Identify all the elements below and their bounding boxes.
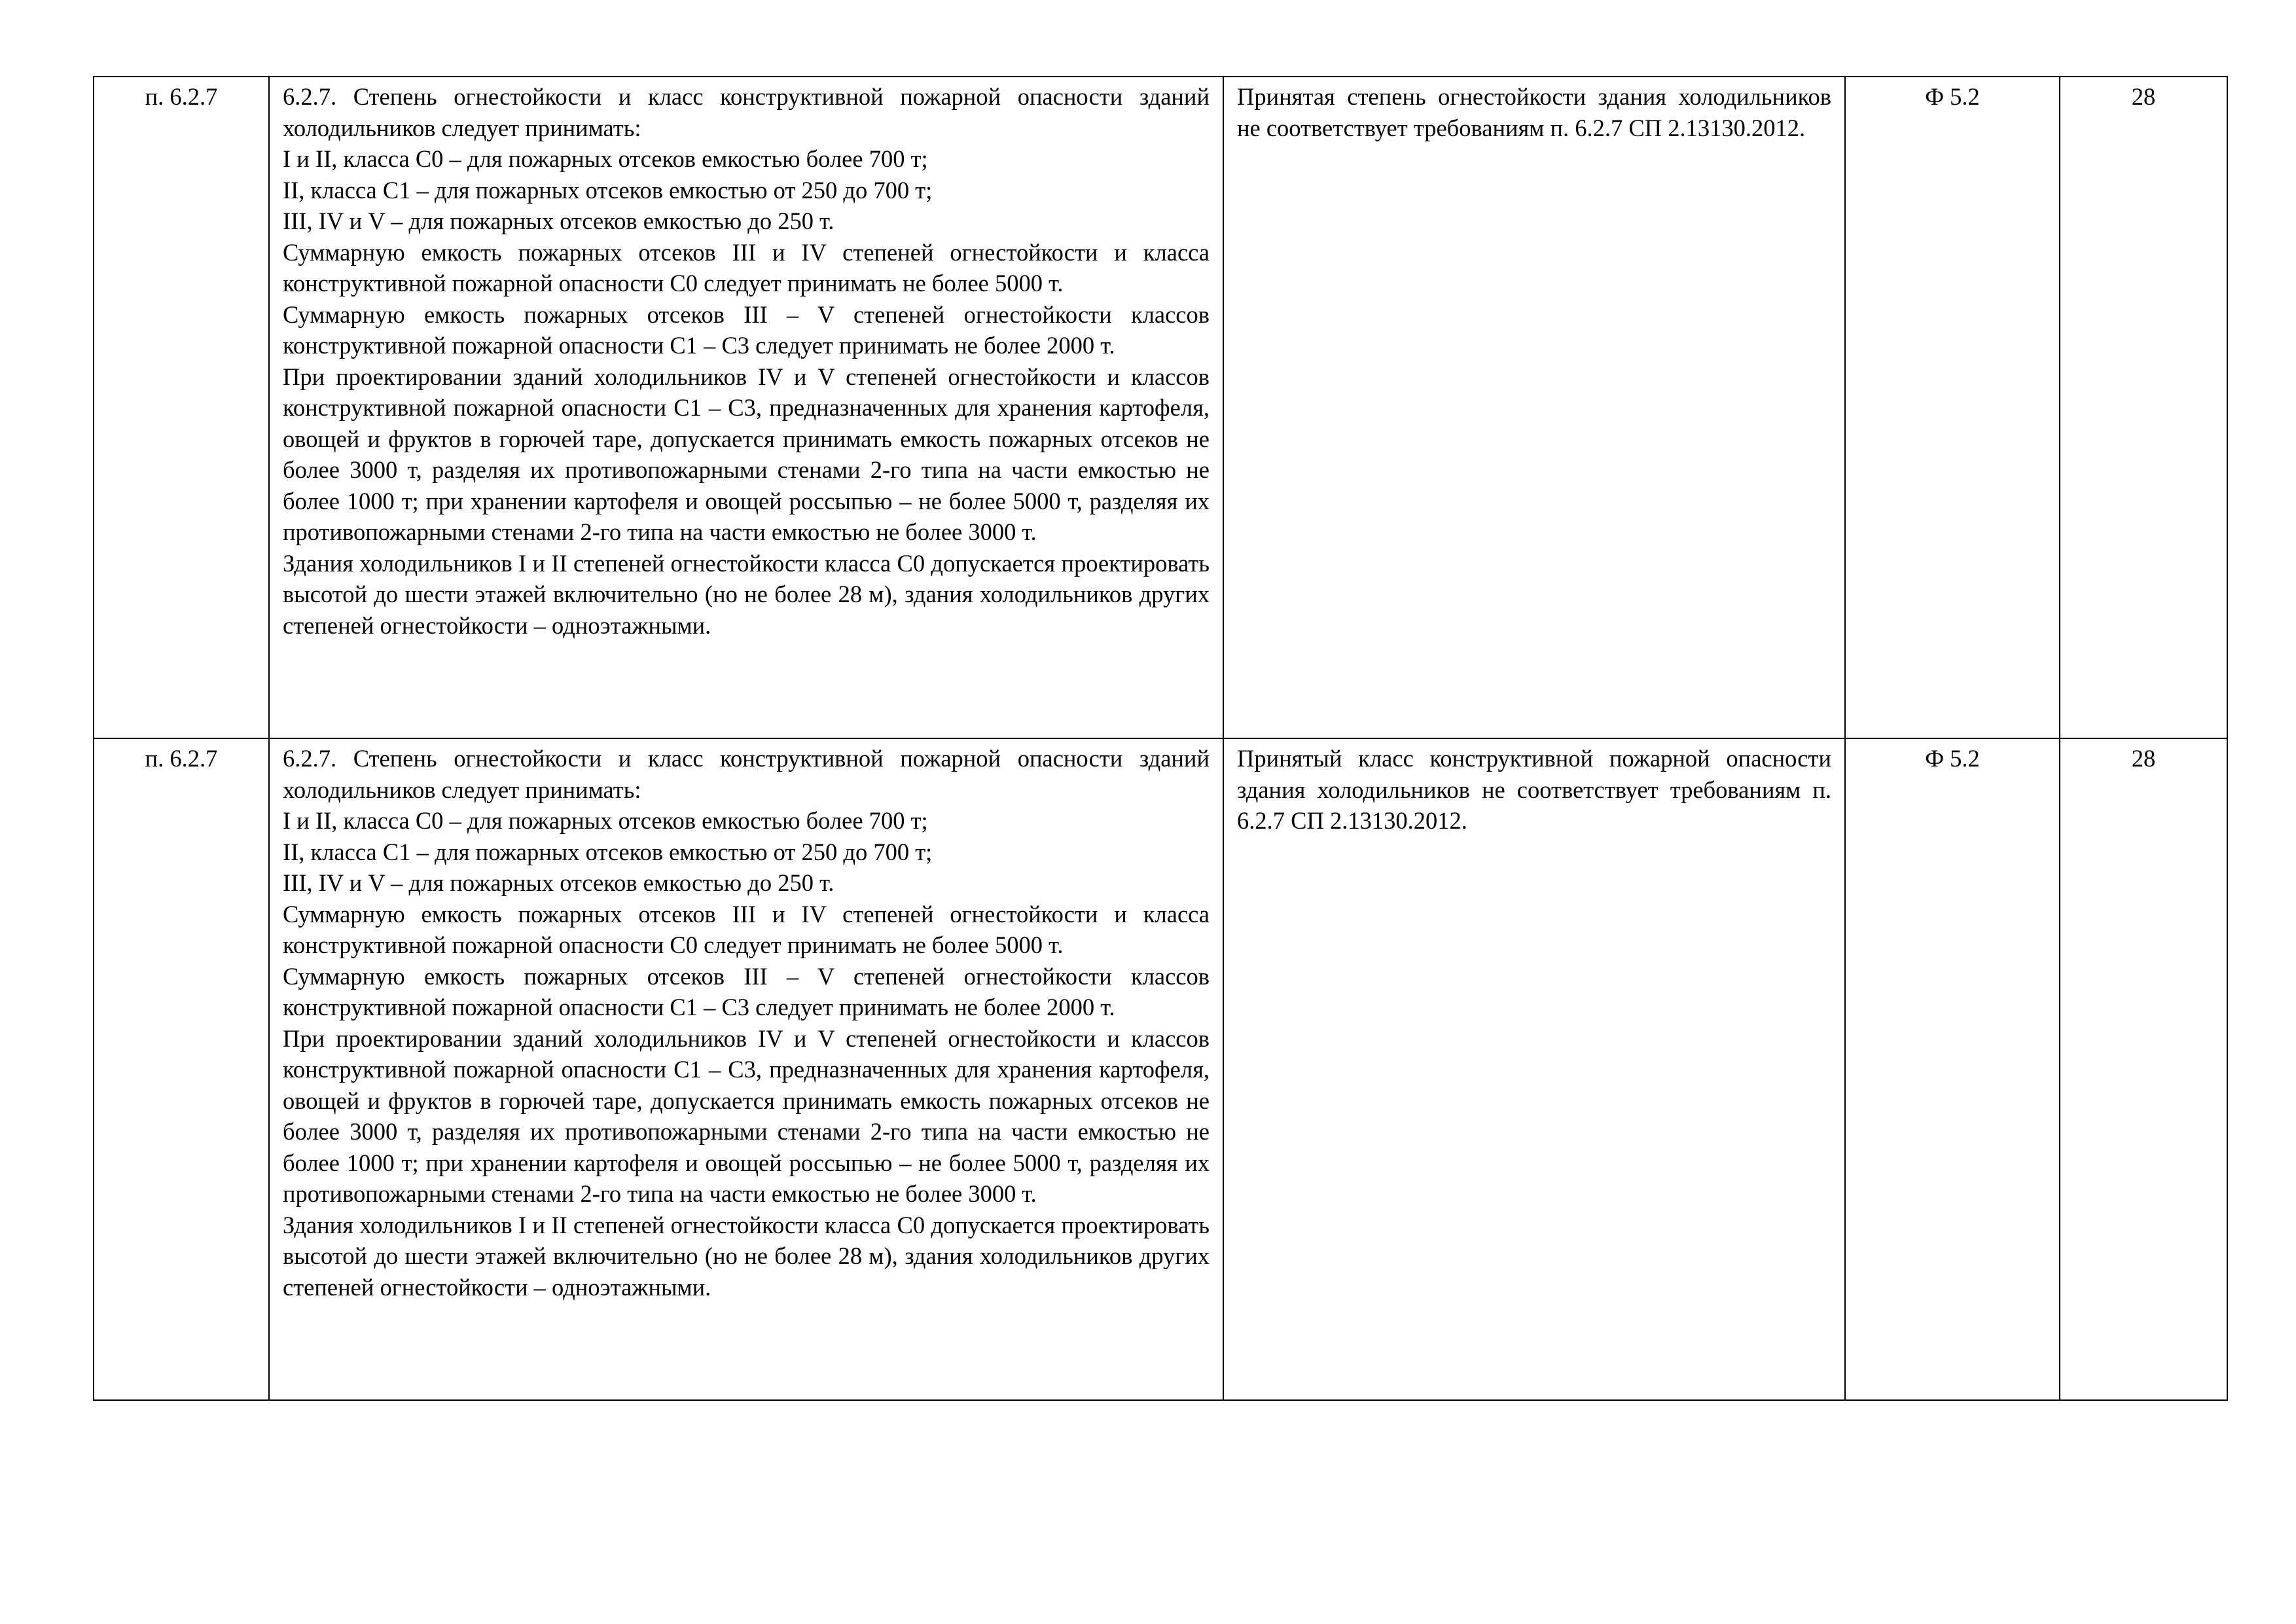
table-row (94, 738, 2227, 1400)
page-number: 28 (2131, 745, 2156, 772)
table-row (94, 77, 2227, 738)
clause-ref: п. 6.2.7 (145, 745, 218, 772)
requirement-cell (269, 738, 1223, 1400)
requirement-paragraph: II, класса С1 – для пожарных отсеков емкостью от 250 до 700 т; (283, 838, 933, 865)
class-cell (1845, 77, 2060, 738)
requirement-paragraph: Суммарную емкость пожарных отсеков III и IV степеней огнестойкости и класса конструктивной пожарной опасности С0 следует принимать не более 5000 т. (283, 238, 1210, 297)
requirement-paragraph: При проектировании зданий холодильников IV и V степеней огнестойкости и классов конструктивной пожарной опасности С1 – С3, предназначенных для хранения картофеля, овощей и фруктов в горючей таре, допускается принимать емкость пожарных отсеков не более 3000 т, разделяя их противопожарными стенами 2-го типа на части емкостью не более 1000 т; при хранении картофеля и овощей россыпью – не более 5000 т, разделяя их противопожарными стенами 2-го типа на части емкостью не более 3000 т. (283, 1024, 1210, 1207)
clause-ref: п. 6.2.7 (145, 83, 218, 110)
requirement-paragraph: I и II, класса С0 – для пожарных отсеков емкостью более 700 т; (283, 145, 928, 172)
document-sheet (93, 76, 2227, 1401)
page-number: 28 (2131, 83, 2156, 110)
clause-cell (94, 738, 269, 1400)
functional-class: Ф 5.2 (1925, 83, 1980, 110)
violation-text: Принятая степень огнестойкости здания холодильников не соответствует требованиям п. 6.2.7 СП 2.13130.2012. (1237, 83, 1831, 141)
requirement-paragraph: I и II, класса С0 – для пожарных отсеков емкостью более 700 т; (283, 807, 928, 834)
requirement-paragraph: Суммарную емкость пожарных отсеков III – V степеней огнестойкости классов конструктивной пожарной опасности С1 – С3 следует принимать не более 2000 т. (283, 962, 1210, 1020)
violation-text: Принятый класс конструктивной пожарной опасности здания холодильников не соответствует требованиям п. 6.2.7 СП 2.13130.2012. (1237, 745, 1831, 834)
requirement-paragraph: II, класса С1 – для пожарных отсеков емкостью от 250 до 700 т; (283, 176, 933, 204)
requirement-paragraph: Суммарную емкость пожарных отсеков III – V степеней огнестойкости классов конструктивной пожарной опасности С1 – С3 следует принимать не более 2000 т. (283, 300, 1210, 359)
page-cell (2060, 738, 2227, 1400)
requirement-paragraph: 6.2.7. Степень огнестойкости и класс конструктивной пожарной опасности зданий холодильников следует принимать: (283, 83, 1210, 141)
violation-cell (1223, 77, 1845, 738)
requirement-paragraph: Суммарную емкость пожарных отсеков III и IV степеней огнестойкости и класса конструктивной пожарной опасности С0 следует принимать не более 5000 т. (283, 900, 1210, 958)
requirement-paragraph: При проектировании зданий холодильников IV и V степеней огнестойкости и классов конструктивной пожарной опасности С1 – С3, предназначенных для хранения картофеля, овощей и фруктов в горючей таре, допускается принимать емкость пожарных отсеков не более 3000 т, разделяя их противопожарными стенами 2-го типа на части емкостью не более 1000 т; при хранении картофеля и овощей россыпью – не более 5000 т, разделяя их противопожарными стенами 2-го типа на части емкостью не более 3000 т. (283, 363, 1210, 545)
requirement-paragraph: III, IV и V – для пожарных отсеков емкостью до 250 т. (283, 208, 834, 234)
requirement-paragraph: Здания холодильников I и II степеней огнестойкости класса С0 допускается проектировать высотой до шести этажей включительно (но не более 28 м), здания холодильников других степеней огнестойкости – одноэтажными. (283, 549, 1210, 639)
violations-table (93, 76, 2228, 1401)
requirement-cell (269, 77, 1223, 738)
requirement-paragraph: 6.2.7. Степень огнестойкости и класс конструктивной пожарной опасности зданий холодильников следует принимать: (283, 745, 1210, 803)
functional-class: Ф 5.2 (1925, 745, 1980, 772)
requirement-paragraph: Здания холодильников I и II степеней огнестойкости класса С0 допускается проектировать высотой до шести этажей включительно (но не более 28 м), здания холодильников других степеней огнестойкости – одноэтажными. (283, 1211, 1210, 1301)
class-cell (1845, 738, 2060, 1400)
clause-cell (94, 77, 269, 738)
page-cell (2060, 77, 2227, 738)
violation-cell (1223, 738, 1845, 1400)
requirement-paragraph: III, IV и V – для пожарных отсеков емкостью до 250 т. (283, 869, 834, 896)
